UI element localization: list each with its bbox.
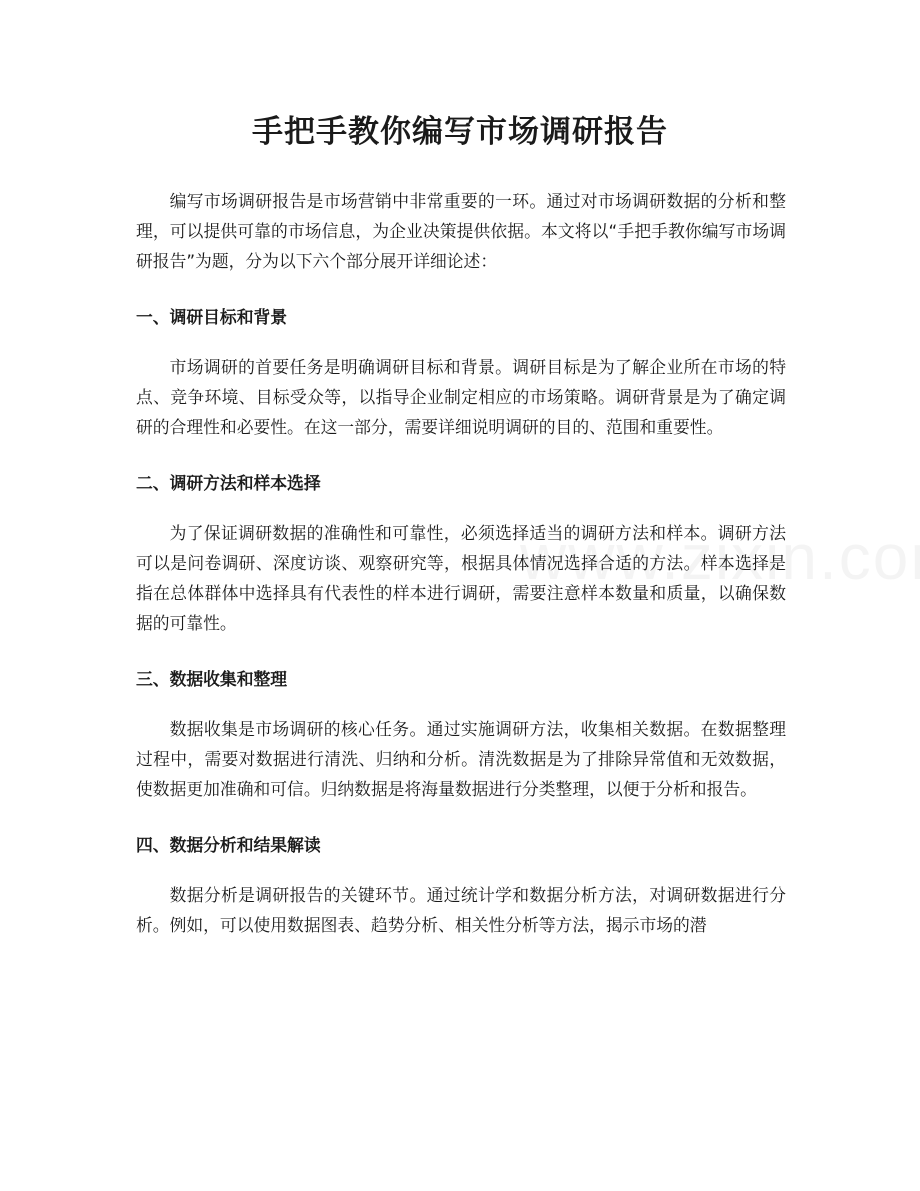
section-heading-2: 二、调研方法和样本选择	[136, 473, 321, 493]
section-body-4: 数据分析是调研报告的关键环节。通过统计学和数据分析方法，对调研数据进行分析。例如，可以使用数据图表、趋势分析、相关性分析等方法，揭示市场的潜	[136, 885, 786, 935]
section-body-3: 数据收集是市场调研的核心任务。通过实施调研方法，收集相关数据。在数据整理过程中，需要对数据进行清洗、归纳和分析。清洗数据是为了排除异常值和无效数据，使数据更加准确和可信。归纳数据是将海量数据进行分类整理，以便于分析和报告。	[136, 719, 786, 799]
section-heading-1: 一、调研目标和背景	[136, 307, 288, 327]
section-body-2: 为了保证调研数据的准确性和可靠性，必须选择适当的调研方法和样本。调研方法可以是问卷调研、深度访谈、观察研究等，根据具体情况选择合适的方法。样本选择是指在总体群体中选择具有代表性的样本进行调研，需要注意样本数量和质量，以确保数据的可靠性。	[136, 523, 786, 633]
section-body-1: 市场调研的首要任务是明确调研目标和背景。调研目标是为了解企业所在市场的特点、竞争环境、目标受众等，以指导企业制定相应的市场策略。调研背景是为了确定调研的合理性和必要性。在这一部分，需要详细说明调研的目的、范围和重要性。	[136, 357, 786, 437]
section-heading-4: 四、数据分析和结果解读	[136, 835, 321, 855]
section-heading-3: 三、数据收集和整理	[136, 669, 288, 689]
intro-paragraph: 编写市场调研报告是市场营销中非常重要的一环。通过对市场调研数据的分析和整理，可以提供可靠的市场信息，为企业决策提供依据。本文将以“手把手教你编写市场调研报告”为题，分为以下六个部分展开详细论述：	[136, 191, 786, 271]
document-body	[136, 186, 786, 940]
page-title: 手把手教你编写市场调研报告	[252, 114, 668, 150]
